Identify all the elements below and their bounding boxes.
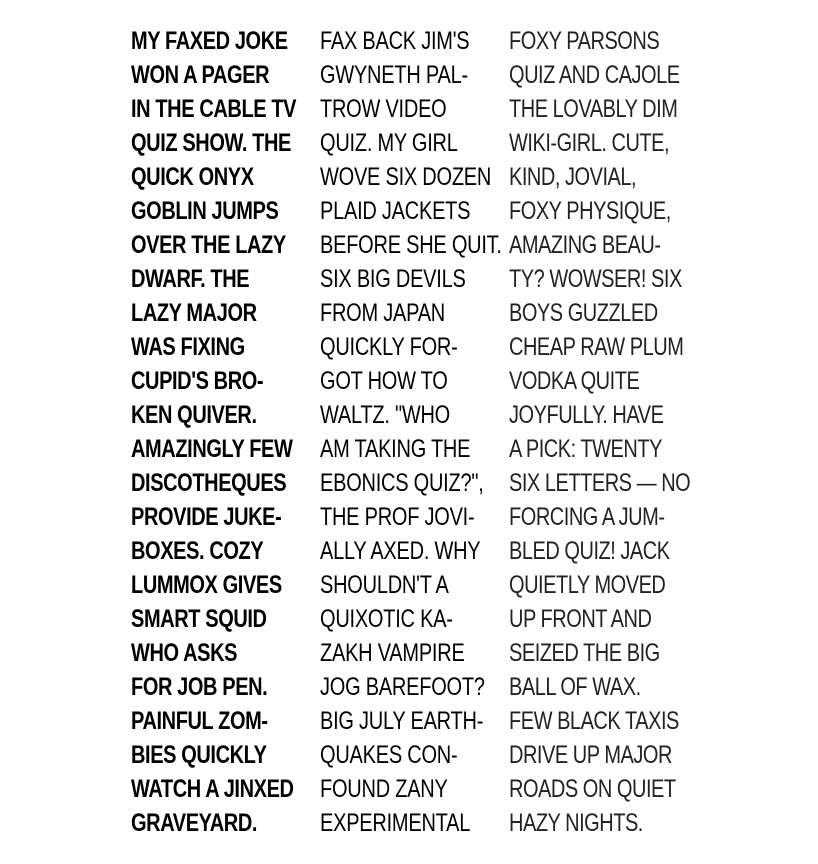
specimen-line: QUIZ SHOW. THE (131, 129, 291, 157)
specimen-line: JOYFULLY. HAVE (509, 401, 664, 429)
specimen-column-medium (320, 24, 502, 840)
specimen-line: BALL OF WAX. (509, 673, 641, 701)
specimen-line: QUICKLY FOR- (320, 333, 458, 361)
specimen-line: SMART SQUID (131, 605, 267, 633)
specimen-line: QUIZ AND CAJOLE (509, 61, 680, 89)
specimen-line: AMAZINGLY FEW (131, 435, 293, 463)
specimen-line: WALTZ. "WHO (320, 401, 450, 429)
specimen-line: ZAKH VAMPIRE (320, 639, 465, 667)
specimen-line: BLED QUIZ! JACK (509, 537, 670, 565)
specimen-line: QUICK ONYX (131, 163, 254, 191)
specimen-line: FROM JAPAN (320, 299, 446, 327)
specimen-line: EBONICS QUIZ?", (320, 469, 484, 497)
specimen-line: TY? WOWSER! SIX (509, 265, 682, 293)
specimen-line: QUIZ. MY GIRL (320, 129, 458, 157)
specimen-line: MY FAXED JOKE (131, 27, 288, 55)
specimen-line: DISCOTHEQUES (131, 469, 287, 497)
specimen-line: WAS FIXING (131, 333, 245, 361)
specimen-line: FORCING A JUM- (509, 503, 665, 531)
specimen-line: CHEAP RAW PLUM (509, 333, 684, 361)
specimen-line: JOG BAREFOOT? (320, 673, 485, 701)
specimen-line: SHOULDN'T A (320, 571, 449, 599)
specimen-line: FOR JOB PEN. (131, 673, 268, 701)
specimen-line: BIES QUICKLY (131, 741, 267, 769)
specimen-line: LAZY MAJOR (131, 299, 257, 327)
specimen-line: THE LOVABLY DIM (509, 95, 678, 123)
specimen-line: FOXY PHYSIQUE, (509, 197, 671, 225)
specimen-line: GOT HOW TO (320, 367, 448, 395)
specimen-line: BOYS GUZZLED (509, 299, 658, 327)
specimen-line: WHO ASKS (131, 639, 238, 667)
specimen-line: LUMMOX GIVES (131, 571, 282, 599)
specimen-line: SIX BIG DEVILS (320, 265, 466, 293)
specimen-line: OVER THE LAZY (131, 231, 286, 259)
specimen-line: PROVIDE JUKE- (131, 503, 282, 531)
specimen-line: BIG JULY EARTH- (320, 707, 484, 735)
specimen-column-light (509, 24, 691, 840)
specimen-line: FOUND ZANY (320, 775, 448, 803)
specimen-line: A PICK: TWENTY (509, 435, 662, 463)
specimen-line: PLAID JACKETS (320, 197, 471, 225)
specimen-line: FOXY PARSONS (509, 27, 660, 55)
specimen-line: KEN QUIVER. (131, 401, 257, 429)
font-specimen (0, 24, 818, 854)
specimen-line: FEW BLACK TAXIS (509, 707, 679, 735)
specimen-line: TROW VIDEO (320, 95, 447, 123)
specimen-line: QUIETLY MOVED (509, 571, 666, 599)
specimen-line: EXPERIMENTAL (320, 809, 471, 837)
specimen-line: ALLY AXED. WHY (320, 537, 481, 565)
specimen-line: IN THE CABLE TV (131, 95, 297, 123)
specimen-line: DWARF. THE (131, 265, 250, 293)
specimen-line: SEIZED THE BIG (509, 639, 660, 667)
specimen-line: QUIXOTIC KA- (320, 605, 453, 633)
specimen-line: DRIVE UP MAJOR (509, 741, 672, 769)
specimen-line: GWYNETH PAL- (320, 61, 468, 89)
specimen-line: AM TAKING THE (320, 435, 471, 463)
specimen-line: BEFORE SHE QUIT. (320, 231, 502, 259)
specimen-line: SIX LETTERS — NO (509, 469, 691, 497)
specimen-line: VODKA QUITE (509, 367, 640, 395)
specimen-column-heavy (131, 24, 313, 840)
specimen-line: PAINFUL ZOM- (131, 707, 268, 735)
specimen-line: GRAVEYARD. (131, 809, 258, 837)
specimen-line: FAX BACK JIM'S (320, 27, 470, 55)
specimen-line: QUAKES CON- (320, 741, 458, 769)
specimen-line: WOVE SIX DOZEN (320, 163, 492, 191)
specimen-line: GOBLIN JUMPS (131, 197, 279, 225)
specimen-line: THE PROF JOVI- (320, 503, 475, 531)
specimen-line: KIND, JOVIAL, (509, 163, 637, 191)
specimen-line: WATCH A JINXED (131, 775, 294, 803)
specimen-line: WIKI-GIRL. CUTE, (509, 129, 670, 157)
specimen-line: AMAZING BEAU- (509, 231, 661, 259)
specimen-line: UP FRONT AND (509, 605, 652, 633)
specimen-line: HAZY NIGHTS. (509, 809, 643, 837)
specimen-line: BOXES. COZY (131, 537, 264, 565)
specimen-line: ROADS ON QUIET (509, 775, 676, 803)
specimen-line: WON A PAGER (131, 61, 270, 89)
specimen-line: CUPID'S BRO- (131, 367, 264, 395)
